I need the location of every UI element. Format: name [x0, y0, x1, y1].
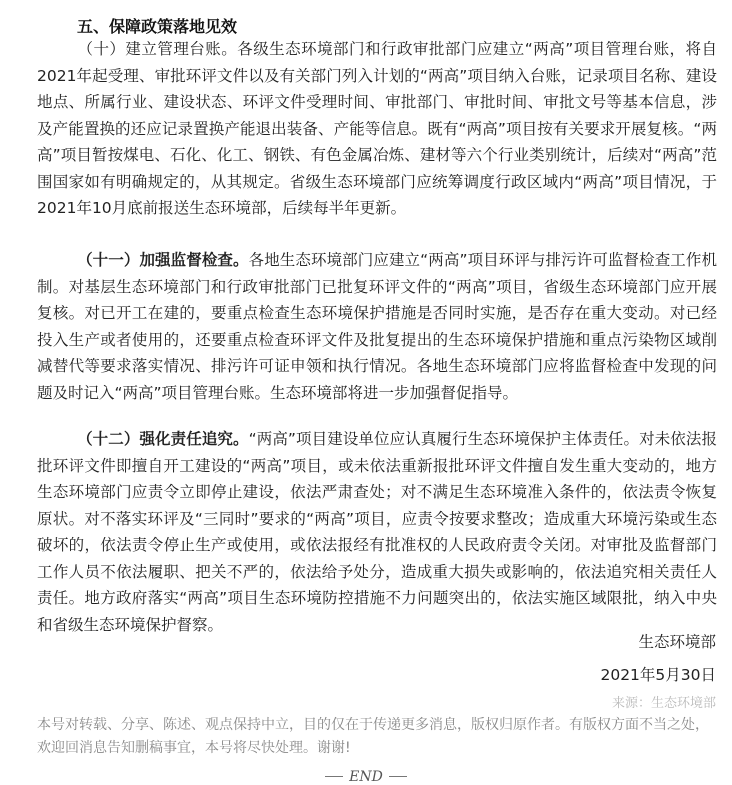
signature-organization: 生态环境部 [638, 633, 716, 651]
paragraph-12-body: “两高”项目建设单位应认真履行生态环境保护主体责任。对未依法报批环评文件即擅自开工建设的“两高”项目，或未依法重新报批环评文件擅自发生重大变动的，地方生态环境部门应责令立即停止建设，依法严肃查处；对不满足生态环境准入条件的，依法责令恢复原状。对不落实环评及“三同时”要求的“两高”项目，应责令按要求整改；造成重大环境污染或生态破坏的，依法责令停止生产或使用，或依法报经有批准权的人民政府责令关闭。对审批及监督部门工作人员不依法履职、把关不严的，依法给予处分，造成重大损失或影响的，依法追究相关责任人责任。地方政府落实“两高”项目生态环境防控措施不力问题突出的，依法实施区域限批，纳入中央和省级生态环境保护督察。 [37, 430, 717, 634]
end-mark [0, 766, 732, 785]
paragraph-11-lead: （十一）加强监督检查。 [77, 251, 249, 269]
paragraph-10-lead: （十）建立管理台账。 [77, 40, 238, 58]
paragraph-12 [37, 426, 717, 638]
end-text: END [349, 768, 383, 785]
copyright-disclaimer: 本号对转载、分享、陈述、观点保持中立，目的仅在于传递更多消息，版权归原作者。有版权方面不当之处，欢迎回消息告知删稿事宜，本号将尽快处理。谢谢! [37, 717, 709, 756]
paragraph-11-body: 各地生态环境部门应建立“两高”项目环评与排污许可监督检查工作机制。对基层生态环境部门和行政审批部门已批复环评文件的“两高”项目，省级生态环境部门应开展复核。对已开工在建的，要重点检查生态环境保护措施是否同时实施，是否存在重大变动。对已经投入生产或者使用的，还要重点检查环评文件及批复提出的生态环境保护措施和重点污染物区域削减替代等要求落实情况、排污许可证申领和执行情况。各地生态环境部门应将监督检查中发现的问题及时记入“两高”项目管理台账。生态环境部将进一步加强督促指导。 [37, 251, 717, 402]
paragraph-12-lead: （十二）强化责任追究。 [77, 430, 249, 448]
section-heading: 五、保障政策落地见效 [77, 17, 238, 36]
paragraph-10 [37, 36, 717, 222]
end-line-left [325, 776, 343, 777]
source-note: 来源：生态环境部 [611, 696, 716, 711]
paragraph-10-body: 各级生态环境部门和行政审批部门应建立“两高”项目管理台账，将自2021年起受理、审批环评文件以及有关部门列入计划的“两高”项目纳入台账，记录项目名称、建设地点、所属行业、建设状态、环评文件受理时间、审批部门、审批时间、审批文号等基本信息，涉及产能置换的还应记录置换产能退出装备、产能等信息。既有“两高”项目按有关要求开展复核。“两高”项目暂按煤电、石化、化工、钢铁、有色金属冶炼、建材等六个行业类别统计，后续对“两高”范围国家如有明确规定的，从其规定。省级生态环境部门应统筹调度行政区域内“两高”项目情况，于2021年10月底前报送生态环境部，后续每半年更新。 [37, 40, 717, 217]
paragraph-11 [37, 247, 717, 406]
signature-date: 2021年5月30日 [600, 666, 716, 684]
end-line-right [389, 776, 407, 777]
